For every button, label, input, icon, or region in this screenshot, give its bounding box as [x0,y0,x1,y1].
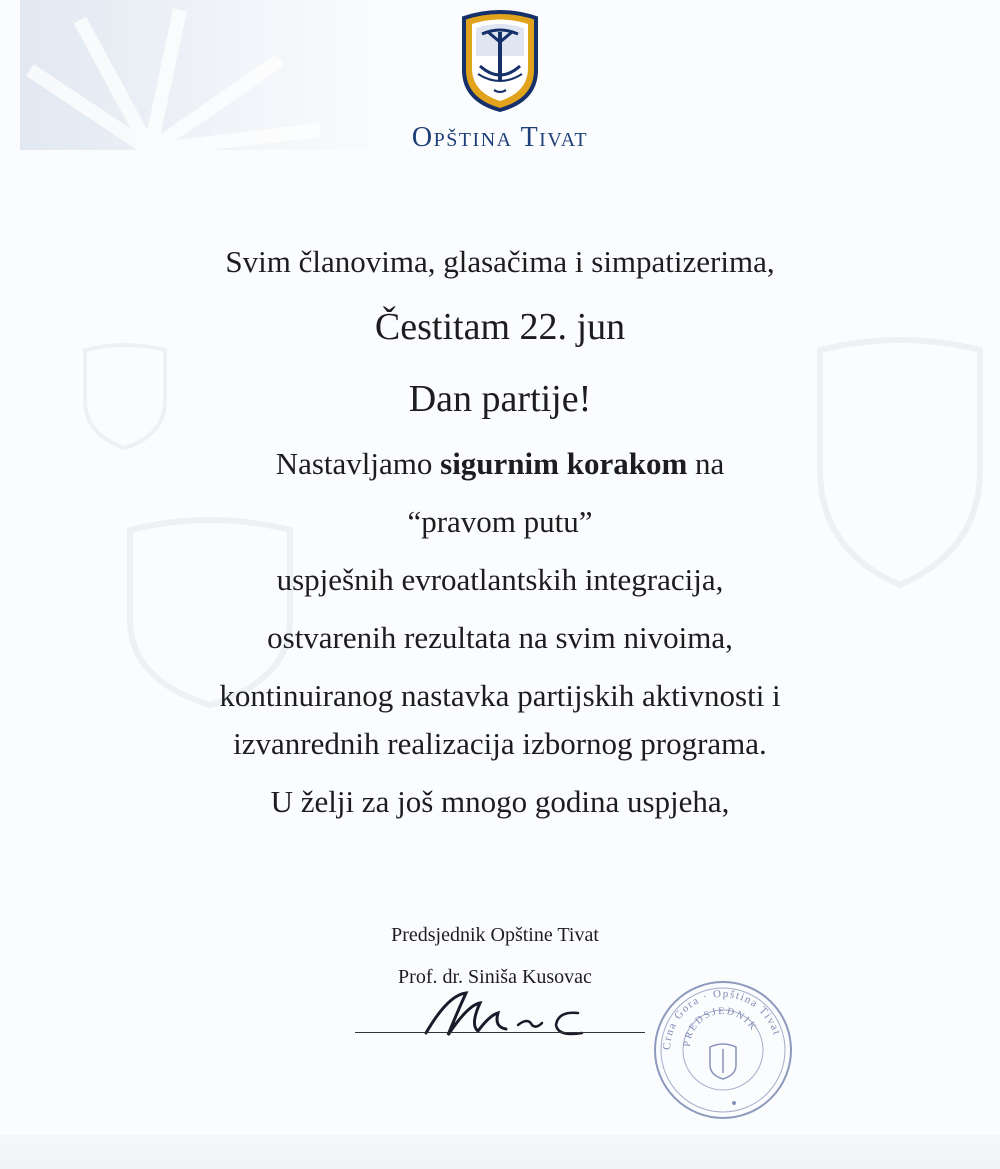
body-line: ostvarenih rezultata na svim nivoima, [267,620,733,655]
svg-text:PREDSJEDNIK [682,1006,760,1047]
party-day-line: Dan partije! [408,378,592,420]
body-line: izvanrednih realizacija izbornog programa. [233,726,767,761]
signature-line [355,1032,645,1033]
greeting-line: Svim članovima, glasačima i simpatizerima, [225,244,775,279]
signatory-title: Predsjednik Opštine Tivat [391,924,599,946]
congratulations-line: Čestitam 22. jun [374,306,626,348]
signatory-name: Prof. dr. Siniša Kusovac [398,966,592,988]
body-text: na [687,446,725,481]
body-line-continue [0,440,1000,488]
body-line: “pravom putu” [407,504,593,539]
signature-block [330,918,660,994]
official-stamp [648,975,798,1120]
letter-body [0,238,1000,826]
closing-line: U želji za još mnogo godina uspjeha, [270,784,730,819]
tivat-coat-of-arms-icon [460,8,540,112]
bottom-band [0,1135,1000,1169]
stamp-inner-text: PREDSJEDNIK [681,1005,760,1048]
letterhead [0,8,1000,154]
stamp-outer-text: Crna Gora · Opština Tivat [660,987,783,1051]
body-line: kontinuiranog nastavka partijskih aktivnosti i [219,678,781,713]
municipality-name: Opština Tivat [411,122,589,153]
body-line: uspješnih evroatlantskih integracija, [276,562,724,597]
body-text: Nastavljamo [275,446,441,481]
handwritten-signature [418,985,598,1055]
emphasis-text: sigurnim korakom [440,446,688,481]
